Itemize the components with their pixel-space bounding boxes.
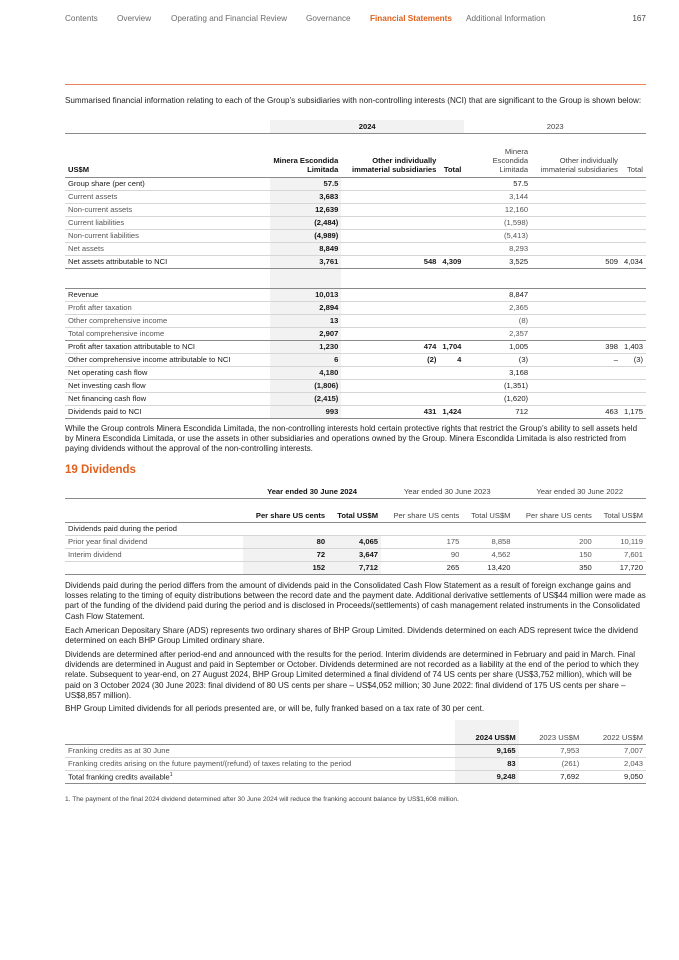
dividends-cell: 7,712 <box>328 561 381 574</box>
nci-cell <box>439 366 464 379</box>
nci-cell: 1,230 <box>270 340 341 353</box>
franking-row-label <box>65 757 455 770</box>
franking-row-label <box>65 744 455 757</box>
nci-cell: 13 <box>270 314 341 327</box>
nci-cell: (2,415) <box>270 392 341 405</box>
nci-table-row <box>65 392 646 405</box>
dividends-cell: 150 <box>514 548 595 561</box>
dividends-cell: 152 <box>243 561 328 574</box>
nci-cell <box>439 177 464 190</box>
nci-cell <box>341 177 439 190</box>
nci-cell: (2,484) <box>270 216 341 229</box>
dividends-col-header: Total US$M <box>595 498 646 522</box>
nci-cell <box>341 314 439 327</box>
dividends-col-header: Total US$M <box>328 498 381 522</box>
nci-cell: – <box>531 353 621 366</box>
nci-cell <box>439 379 464 392</box>
nci-col-header: Total <box>621 133 646 177</box>
nci-cell: 1,424 <box>439 405 464 418</box>
franking-row-label-text: Franking credits arising on the future payment/(refund) of taxes relating to the period <box>68 759 352 768</box>
dividends-row-label: Interim dividend <box>65 548 243 561</box>
nci-cell <box>621 229 646 242</box>
footnote: 1. The payment of the final 2024 dividend determined after 30 June 2024 will reduce the franking account balance by US$1,608 million. <box>65 796 459 803</box>
nci-row-label: Revenue <box>65 288 270 301</box>
nci-cell <box>439 392 464 405</box>
nci-intro-text: Summarised financial information relating to each of the Group’s subsidiaries with non-controlling interests (NCI) that are significant to the Group is shown below: <box>65 96 642 105</box>
nci-cell: 712 <box>464 405 531 418</box>
nci-row-label: Dividends paid to NCI <box>65 405 270 418</box>
nci-cell <box>531 203 621 216</box>
nci-cell: 548 <box>341 255 439 268</box>
nci-table-row <box>65 379 646 392</box>
nci-cell <box>531 327 621 340</box>
franking-col-header: 2023 US$M <box>519 720 583 744</box>
nci-cell: 1,704 <box>439 340 464 353</box>
nci-cell <box>621 190 646 203</box>
nci-cell <box>621 301 646 314</box>
nav-financial-statements[interactable]: Financial Statements <box>370 14 452 23</box>
franking-table-row <box>65 770 646 783</box>
nci-summary-table <box>65 120 646 419</box>
franking-cell: 9,050 <box>582 770 646 783</box>
dividends-para-3: Dividends are determined after period-end and announced with the results for the period. Interim dividends are determined in February and paid in March. Final dividends are determined in August and paid in September or October. Dividends determined are not recorded as a liability at the end of the period to which they relate. Subsequent to year-end, on 27 August 2024, BHP Group Limited determined a final dividend of 74 US cents per share (US$3,752 million), which will be paid on 3 October 2024 (30 June 2023: final dividend of 80 US cents per share – US$4,052 million; 30 June 2022: final dividend of 175 US cents per share – US$8,857 million). <box>65 650 639 700</box>
nci-row-label: Group share (per cent) <box>65 177 270 190</box>
nci-cell <box>439 216 464 229</box>
nci-table-row <box>65 353 646 366</box>
nci-cell: 1,175 <box>621 405 646 418</box>
nci-cell: 12,160 <box>464 203 531 216</box>
nci-row-label: Net operating cash flow <box>65 366 270 379</box>
dividends-cell: 200 <box>514 535 595 548</box>
nci-cell <box>531 288 621 301</box>
nci-cell <box>439 301 464 314</box>
nci-col-header: Other individually immaterial subsidiaries <box>341 133 439 177</box>
nci-row-label: Other comprehensive income <box>65 314 270 327</box>
nci-row-label: Total comprehensive income <box>65 327 270 340</box>
dividends-group-header: Year ended 30 June 2022 <box>514 485 647 498</box>
footnote-marker: 1 <box>169 771 173 778</box>
dividends-header-spacer <box>65 485 243 498</box>
nci-cell <box>341 288 439 301</box>
nci-table-row <box>65 314 646 327</box>
nci-cell <box>439 190 464 203</box>
nci-row-label: Current assets <box>65 190 270 203</box>
dividends-cell: 80 <box>243 535 328 548</box>
dividends-cell: 7,601 <box>595 548 646 561</box>
nci-cell: (1,620) <box>464 392 531 405</box>
dividends-group-header: Year ended 30 June 2024 <box>243 485 381 498</box>
nci-unit-label: US$M <box>65 133 270 177</box>
nci-cell <box>341 190 439 203</box>
franking-row-label-text: Franking credits as at 30 June <box>68 746 170 755</box>
page-number: 167 <box>632 14 646 23</box>
dividends-cell: 4,562 <box>462 548 513 561</box>
nci-cell <box>439 268 464 288</box>
franking-col-header: 2024 US$M <box>455 720 519 744</box>
nci-cell: 2,907 <box>270 327 341 340</box>
dividends-cell: 350 <box>514 561 595 574</box>
nci-cell <box>341 242 439 255</box>
nci-note: While the Group controls Minera Escondida Limitada, the non-controlling interests hold certain protective rights that restrict the Group’s ability to sell assets held by Minera Escondida Limitada, or use the assets in other subsidiaries and operations owned by the Group. Minera Escondida Limitada is also restricted from paying dividends without the approval of the non-controlling interests. <box>65 424 638 454</box>
nci-row-label: Net assets attributable to NCI <box>65 255 270 268</box>
nci-table-row <box>65 340 646 353</box>
dividends-col-header: Total US$M <box>462 498 513 522</box>
nci-cell <box>621 392 646 405</box>
nci-cell <box>439 229 464 242</box>
nci-cell: 2,894 <box>270 301 341 314</box>
nci-row-label: Other comprehensive income attributable to NCI <box>65 353 270 366</box>
nci-row-label: Net investing cash flow <box>65 379 270 392</box>
nci-cell <box>341 203 439 216</box>
nci-table-row <box>65 216 646 229</box>
franking-cell: 7,953 <box>519 744 583 757</box>
nci-cell: 3,683 <box>270 190 341 203</box>
dividends-para-2: Each American Depositary Share (ADS) represents two ordinary shares of BHP Group Limited. Dividends determined on each ADS represent twice the dividend determined on each BHP Group Limited ordinary share. <box>65 626 638 646</box>
nci-cell <box>341 327 439 340</box>
dividends-cell: 3,647 <box>328 548 381 561</box>
nci-cell <box>531 242 621 255</box>
nav-contents[interactable]: Contents <box>65 14 98 23</box>
dividends-cell: 90 <box>381 548 462 561</box>
franking-row-label-text: Total franking credits available <box>68 772 170 782</box>
dividends-cell: 10,119 <box>595 535 646 548</box>
nci-table-row <box>65 229 646 242</box>
dividends-table-row <box>65 548 646 561</box>
nci-cell <box>439 288 464 301</box>
nci-cell: 3,144 <box>464 190 531 203</box>
nci-cell: 4,034 <box>621 255 646 268</box>
nci-cell: 4,309 <box>439 255 464 268</box>
nci-cell <box>531 314 621 327</box>
nci-table-row <box>65 190 646 203</box>
nci-cell <box>531 392 621 405</box>
nci-cell: (1,351) <box>464 379 531 392</box>
nci-cell: 57.5 <box>270 177 341 190</box>
franking-cell: 9,165 <box>455 744 519 757</box>
nci-cell <box>531 379 621 392</box>
nci-table-row <box>65 268 646 288</box>
dividends-row-label: Prior year final dividend <box>65 535 243 548</box>
nci-cell: 3,761 <box>270 255 341 268</box>
nci-cell <box>341 379 439 392</box>
nci-year-2023: 2023 <box>546 121 564 131</box>
nci-cell <box>621 216 646 229</box>
nci-cell: (8) <box>464 314 531 327</box>
nci-col-header: Total <box>439 133 464 177</box>
nci-cell <box>531 190 621 203</box>
dividends-section-title: 19 Dividends <box>65 464 136 476</box>
nci-cell <box>341 216 439 229</box>
nav-operating-financial-review[interactable]: Operating and Financial Review <box>171 14 288 23</box>
dividends-cell: 265 <box>381 561 462 574</box>
dividends-para-4: BHP Group Limited dividends for all periods presented are, or will be, fully franked based on a tax rate of 30 per cent. <box>65 704 485 713</box>
nci-table-row <box>65 255 646 268</box>
nci-cell <box>439 327 464 340</box>
franking-credits-table <box>65 720 646 784</box>
franking-cell: 7,007 <box>582 744 646 757</box>
nci-cell <box>341 268 439 288</box>
nci-year-2024: 2024 <box>270 120 464 133</box>
nci-cell: 8,849 <box>270 242 341 255</box>
nci-cell: (3) <box>464 353 531 366</box>
dividends-table-row <box>65 561 646 574</box>
nci-row-label: Net financing cash flow <box>65 392 270 405</box>
nci-cell: 6 <box>270 353 341 366</box>
nci-row-label: Non-current assets <box>65 203 270 216</box>
nci-cell <box>621 177 646 190</box>
dividends-row-label <box>65 561 243 574</box>
franking-cell: 83 <box>455 757 519 770</box>
dividends-section-label: Dividends paid during the period <box>65 522 646 535</box>
nci-cell <box>531 229 621 242</box>
nav-overview[interactable]: Overview <box>117 14 152 23</box>
nci-cell <box>341 229 439 242</box>
nci-cell <box>341 366 439 379</box>
franking-cell: 7,692 <box>519 770 583 783</box>
nci-header-spacer <box>65 120 270 133</box>
nci-cell: 398 <box>531 340 621 353</box>
nci-cell: (1,598) <box>464 216 531 229</box>
nci-cell: 10,013 <box>270 288 341 301</box>
nci-row-label: Profit after taxation attributable to NCI <box>65 340 270 353</box>
nci-col-header: Minera Escondida Limitada <box>464 133 531 177</box>
nci-cell <box>341 301 439 314</box>
dividends-col-header: Per share US cents <box>514 498 595 522</box>
dividends-table-row <box>65 535 646 548</box>
franking-table-row <box>65 744 646 757</box>
nci-cell <box>531 301 621 314</box>
nci-col-header: Other individually immaterial subsidiaries <box>531 133 621 177</box>
header-divider <box>65 84 646 85</box>
dividends-cell: 175 <box>381 535 462 548</box>
nci-cell <box>621 268 646 288</box>
nci-row-label: Current liabilities <box>65 216 270 229</box>
nci-row-label: Non-current liabilities <box>65 229 270 242</box>
nci-cell: (1,806) <box>270 379 341 392</box>
nci-cell <box>439 242 464 255</box>
nci-table-row <box>65 203 646 216</box>
nci-cell <box>621 288 646 301</box>
dividends-col-header: Per share US cents <box>381 498 462 522</box>
dividends-cell: 4,065 <box>328 535 381 548</box>
franking-cell: 9,248 <box>455 770 519 783</box>
nci-table-row <box>65 327 646 340</box>
nci-cell: 3,525 <box>464 255 531 268</box>
dividends-para-1: Dividends paid during the period differs from the amount of dividends paid in the Consolidated Cash Flow Statement as a result of foreign exchange gains and losses relating to the timing of equity distributions between the record date and the payment date. Additional derivative settlements of US$44 million were made as part of the funding of the dividend paid during the period and is disclosed in Proceeds/(settlements) of cash management related instruments in the Consolidated Cash Flow Statement. <box>65 581 646 621</box>
nci-cell <box>621 242 646 255</box>
nci-cell: 4 <box>439 353 464 366</box>
nci-cell: 993 <box>270 405 341 418</box>
nci-cell <box>621 203 646 216</box>
dividends-cell: 8,858 <box>462 535 513 548</box>
dividends-cell: 17,720 <box>595 561 646 574</box>
nci-table-row <box>65 242 646 255</box>
franking-col-header: 2022 US$M <box>582 720 646 744</box>
nci-cell: (3) <box>621 353 646 366</box>
nci-cell: 12,639 <box>270 203 341 216</box>
dividends-table <box>65 485 646 575</box>
nci-cell: 509 <box>531 255 621 268</box>
nci-cell <box>341 392 439 405</box>
nci-cell <box>439 203 464 216</box>
nci-cell <box>464 268 531 288</box>
nci-cell <box>439 314 464 327</box>
nci-cell <box>621 379 646 392</box>
nci-cell <box>531 366 621 379</box>
nci-col-header: Minera Escondida Limitada <box>270 133 341 177</box>
nci-table-row <box>65 177 646 190</box>
franking-table-row <box>65 757 646 770</box>
nav-additional-information[interactable]: Additional Information <box>466 14 546 23</box>
nci-row-label: Net assets <box>65 242 270 255</box>
nci-cell <box>270 268 341 288</box>
franking-cell: (261) <box>519 757 583 770</box>
nci-cell: 474 <box>341 340 439 353</box>
nci-table-row <box>65 288 646 301</box>
nci-cell <box>531 177 621 190</box>
nci-cell: 431 <box>341 405 439 418</box>
nci-cell: 1,005 <box>464 340 531 353</box>
nci-cell <box>531 268 621 288</box>
nci-cell: 4,180 <box>270 366 341 379</box>
nci-cell <box>621 366 646 379</box>
nci-table-row <box>65 366 646 379</box>
nci-cell: 2,365 <box>464 301 531 314</box>
nci-cell <box>621 314 646 327</box>
nci-cell: 8,293 <box>464 242 531 255</box>
nci-row-label <box>65 268 270 288</box>
franking-row-label <box>65 770 455 783</box>
dividends-cell: 72 <box>243 548 328 561</box>
nci-table-row <box>65 301 646 314</box>
nci-cell: (5,413) <box>464 229 531 242</box>
dividends-group-header: Year ended 30 June 2023 <box>381 485 513 498</box>
nci-row-label: Profit after taxation <box>65 301 270 314</box>
dividends-col-header: Per share US cents <box>243 498 328 522</box>
nav-governance[interactable]: Governance <box>306 14 351 23</box>
nci-cell <box>531 216 621 229</box>
nci-cell: 2,357 <box>464 327 531 340</box>
nci-cell <box>621 327 646 340</box>
nci-table-row <box>65 405 646 418</box>
nci-cell: 57.5 <box>464 177 531 190</box>
top-navigation <box>65 14 646 30</box>
nci-cell: (2) <box>341 353 439 366</box>
franking-cell: 2,043 <box>582 757 646 770</box>
nci-cell: 8,847 <box>464 288 531 301</box>
nci-cell: 463 <box>531 405 621 418</box>
nci-cell: 1,403 <box>621 340 646 353</box>
dividends-cell: 13,420 <box>462 561 513 574</box>
nci-cell: 3,168 <box>464 366 531 379</box>
nci-cell: (4,989) <box>270 229 341 242</box>
